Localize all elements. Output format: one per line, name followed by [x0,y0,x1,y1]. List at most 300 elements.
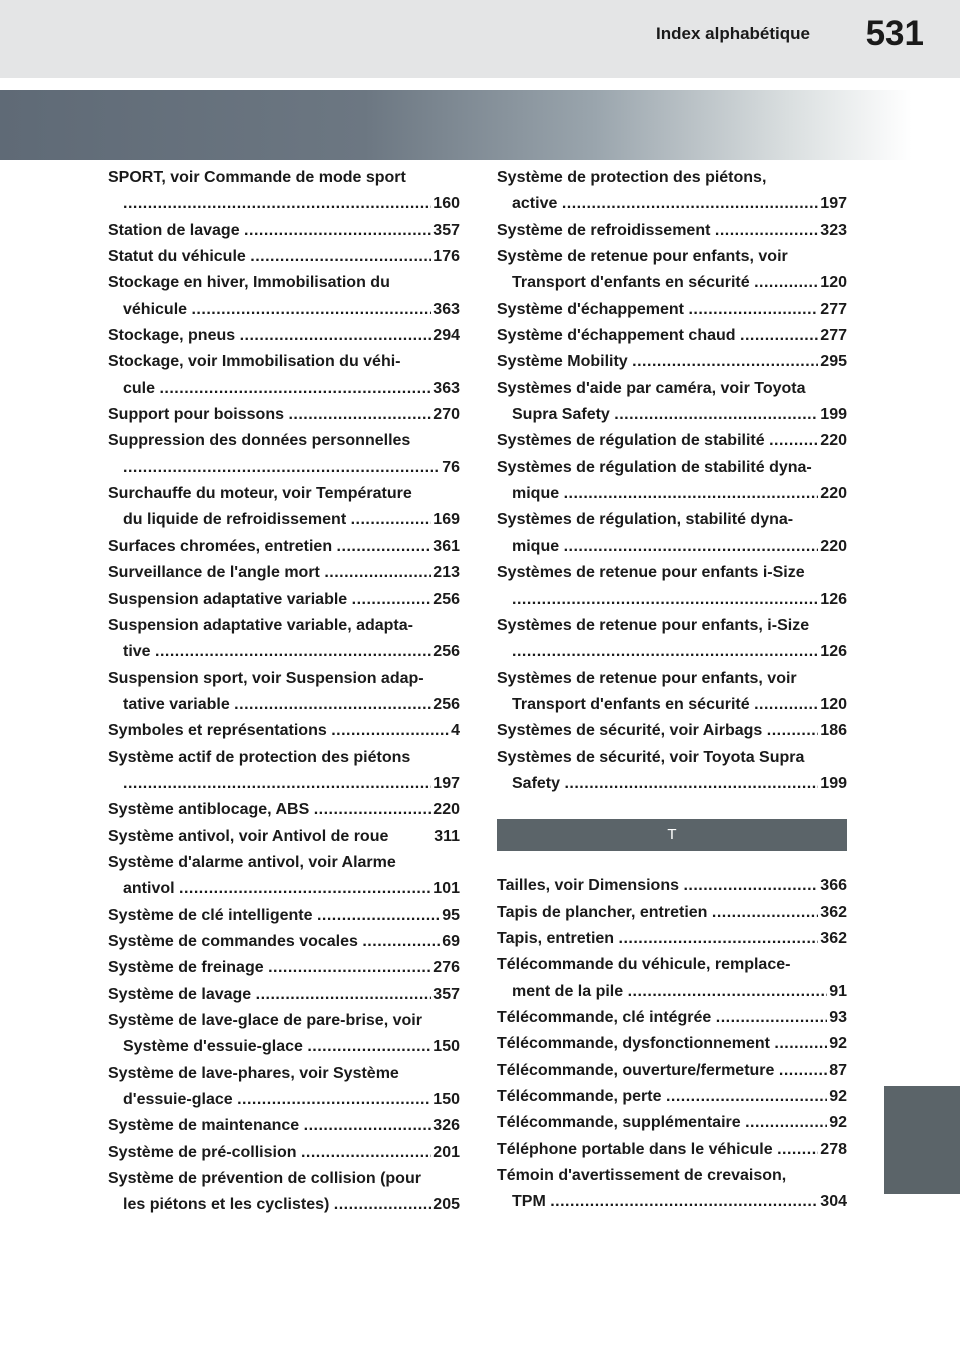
entry-text: Télécommande, ouverture/fermeture [497,1061,779,1079]
entry-term [108,1140,460,1166]
entry-text: Système antiblocage, ABS [108,801,314,819]
entry-term-continued [497,979,847,1005]
dot-leader [155,639,431,665]
index-entry [108,560,460,586]
entry-term [497,1058,847,1084]
index-entry [497,560,847,613]
index-entry [497,1031,847,1057]
entry-page-number: 278 [820,1140,847,1158]
entry-term-continued [497,191,847,217]
entry-term-continued [108,1034,460,1060]
dot-leader [512,587,818,613]
entry-text: Systèmes de sécurité, voir Toyota Supra [497,748,805,766]
dot-leader [777,1137,818,1163]
entry-term [497,718,847,744]
dot-leader [562,191,818,217]
entry-term [497,376,847,402]
entry-text: du liquide de refroidissement [123,511,351,529]
index-entry [108,323,460,349]
chapter-side-tab [884,1086,960,1194]
entry-page-number: 126 [820,590,847,608]
entry-text: véhicule [123,300,192,318]
entry-text: Systèmes de retenue pour enfants, voir [497,669,797,687]
entry-page-number: 4 [451,722,460,740]
entry-term [108,955,460,981]
entry-text: mique [512,485,564,503]
entry-text: Système de pré-collision [108,1143,301,1161]
entry-text: Système de clé intelligente [108,906,317,924]
section-title: Index alphabétique [656,24,810,43]
entry-text: Suspension sport, voir Suspension adap- [108,669,424,687]
entry-text: Système d'essuie-glace [123,1038,308,1056]
entry-text: Télécommande du véhicule, remplace- [497,956,791,974]
entry-text: tive [123,643,156,661]
entry-page-number: 362 [820,903,847,921]
entry-term [497,1005,847,1031]
entry-text: Systèmes de régulation de stabilité dyna- [497,458,812,476]
entry-page-line [108,455,460,481]
dot-leader [250,244,431,270]
entry-page-number: 362 [820,929,847,947]
entry-text: Système de prévention de collision (pour [108,1170,421,1188]
entry-text: Télécommande, clé intégrée [497,1008,716,1026]
dot-leader [715,218,818,244]
index-entry [497,613,847,666]
dot-leader [550,1189,818,1215]
entry-term-continued [497,402,847,428]
entry-page-number: 363 [433,379,460,397]
index-entry [108,718,460,744]
index-entry [108,349,460,402]
entry-text: Stockage en hiver, Immobilisation du [108,274,390,292]
entry-text: SPORT, voir Commande de mode sport [108,169,406,186]
index-entry [108,982,460,1008]
entry-page-number: 277 [820,327,847,345]
dot-leader [337,534,432,560]
entry-page-number: 199 [820,406,847,424]
index-entry [108,1008,460,1061]
entry-text: Suspension adaptative variable, adapta- [108,616,413,634]
entry-text: Transport d'enfants en sécurité [512,695,755,713]
index-entry [497,926,847,952]
dot-leader [683,873,818,899]
entry-term [108,1166,460,1192]
entry-term [497,926,847,952]
entry-term [108,534,460,560]
header-bar [0,0,960,78]
index-entry [108,824,460,850]
entry-page-number: 160 [433,195,460,213]
entry-term [497,165,847,191]
index-entry [108,402,460,428]
entry-term-continued [497,534,847,560]
index-entry [108,1140,460,1166]
entry-text: Systèmes d'aide par caméra, voir Toyota [497,379,806,397]
dot-leader [619,926,819,952]
index-entry [497,1110,847,1136]
entry-page-number: 311 [434,827,460,845]
entry-text: tative variable [123,695,235,713]
entry-page-number: 213 [433,564,460,582]
entry-page-number: 197 [433,774,460,792]
entry-term [497,455,847,481]
dot-leader [632,349,818,375]
entry-page-number: 276 [433,959,460,977]
entry-page-line [108,191,460,217]
dot-leader [393,824,432,850]
entry-text: Système de lave-phares, voir Système [108,1064,399,1082]
entry-text: d'essuie-glace [123,1091,238,1109]
index-entry [497,1058,847,1084]
entry-text: Systèmes de retenue pour enfants i-Size [497,564,805,582]
index-column-left [108,165,460,1219]
dot-leader [769,428,818,454]
entry-term [108,797,460,823]
dot-leader [754,692,818,718]
entry-page-number: 201 [433,1143,460,1161]
entry-term [108,718,460,744]
index-entry [108,903,460,929]
index-entry [108,1061,460,1114]
dot-leader [234,692,431,718]
entry-term [497,349,847,375]
entry-text: Système de commandes vocales [108,932,363,950]
entry-term [497,507,847,533]
index-entry [497,718,847,744]
entry-term [108,666,460,692]
entry-text: Témoin d'avertissement de crevaison, [497,1167,787,1185]
dot-leader [304,1113,432,1139]
index-entry [497,165,847,218]
dot-leader [688,297,818,323]
entry-text: TPM [512,1193,551,1211]
dot-leader [237,1087,431,1113]
dot-leader [740,323,818,349]
entry-text: Support pour boissons [108,406,289,424]
entry-term-continued [497,481,847,507]
index-entry [108,1113,460,1139]
entry-text: Supra Safety [512,406,615,424]
entry-page-number: 326 [433,1117,460,1135]
entry-text: Systèmes de régulation de stabilité [497,432,770,450]
dot-leader [317,903,440,929]
index-entry [108,955,460,981]
index-column-right [497,165,847,1216]
entry-text: Système de lavage [108,985,256,1003]
entry-term-continued [108,507,460,533]
entry-term-continued [497,771,847,797]
entry-term [108,323,460,349]
entry-term-continued [108,1087,460,1113]
entry-term [497,1031,847,1057]
entry-term [108,1113,460,1139]
index-entry [497,455,847,508]
index-entry [497,349,847,375]
dot-leader [244,218,431,244]
entry-page-number: 277 [820,300,847,318]
dot-leader [779,1058,827,1084]
entry-page-number: 220 [820,537,847,555]
dot-leader [301,1140,431,1166]
entry-term [497,1163,847,1189]
dot-leader [614,402,818,428]
entry-term [108,402,460,428]
index-entry [108,929,460,955]
index-entry [497,323,847,349]
entry-text: Tapis de plancher, entretien [497,903,712,921]
dot-leader [288,402,431,428]
entry-text: Système de maintenance [108,1117,304,1135]
index-entry [108,428,460,481]
index-entry [497,428,847,454]
entry-term [497,952,847,978]
dot-leader [774,1031,827,1057]
entry-text: les piétons et les cyclistes) [123,1196,334,1214]
dot-leader [564,481,819,507]
entry-page-number: 186 [820,722,847,740]
entry-term-continued [497,270,847,296]
dot-leader [179,876,431,902]
entry-term [497,1137,847,1163]
entry-page-number: 357 [433,221,460,239]
dot-leader [767,718,819,744]
entry-text: Surveillance de l'angle mort [108,564,325,582]
dot-leader [191,297,431,323]
entry-page-number: 256 [433,590,460,608]
index-entry [497,218,847,244]
entry-page-number: 366 [820,877,847,895]
entry-text: Système de lave-glace de pare-brise, voir [108,1012,422,1029]
entry-term [108,903,460,929]
index-entry [497,507,847,560]
dot-leader [512,639,818,665]
entry-term-continued [108,876,460,902]
index-entry [108,613,460,666]
entry-term [108,1061,460,1087]
entry-term [497,1110,847,1136]
entry-page-number: 220 [433,801,460,819]
entry-term [497,297,847,323]
entry-page-number: 92 [829,1088,847,1105]
dot-leader [268,955,431,981]
dot-leader [331,718,449,744]
entry-page-number: 361 [433,537,460,555]
entry-page-number: 95 [442,906,460,924]
index-entry [497,873,847,899]
entry-page-number: 87 [829,1061,847,1079]
entry-page-number: 256 [433,695,460,713]
entry-term [108,165,460,191]
entry-text: Télécommande, supplémentaire [497,1114,746,1132]
dot-leader [307,1034,431,1060]
index-entry [108,481,460,534]
dot-leader [351,507,432,533]
dot-leader [362,929,440,955]
dot-leader [628,979,828,1005]
entry-term [108,270,460,296]
entry-term [108,850,460,876]
entry-text: Tailles, voir Dimensions [497,877,684,895]
dot-leader [745,1110,827,1136]
entry-text: Station de lavage [108,221,245,239]
entry-term [497,323,847,349]
entry-text: Systèmes de retenue pour enfants, i-Size [497,616,810,634]
entry-term [108,1008,460,1034]
entry-term [108,218,460,244]
entry-term [108,481,460,507]
entry-page-number: 150 [433,1038,460,1056]
entry-term [108,349,460,375]
entry-term [497,218,847,244]
entry-text: Stockage, voir Immobilisation du véhi- [108,353,401,371]
entry-page-number: 92 [829,1114,847,1132]
index-entry [108,244,460,270]
index-entry [108,218,460,244]
entry-page-number: 92 [829,1035,847,1053]
page-number: 531 [865,14,924,53]
entry-text: antivol [123,880,180,898]
entry-text: Système antivol, voir Antivol de roue [108,827,393,845]
index-entry [497,297,847,323]
index-entry [497,376,847,429]
entry-page-number: 205 [433,1196,460,1214]
index-group-t [497,873,847,1215]
entry-page-number: 101 [433,880,460,898]
entry-term [108,982,460,1008]
entry-term [108,587,460,613]
entry-page-line [108,771,460,797]
dot-leader [352,587,432,613]
entry-text: Système de freinage [108,959,269,977]
entry-term-continued [497,1189,847,1215]
index-entry [497,666,847,719]
dot-leader [159,376,431,402]
entry-text: Système Mobility [497,353,633,371]
dot-leader [666,1084,827,1110]
entry-text: Système de protection des piétons, [497,169,767,186]
entry-term-continued [497,692,847,718]
entry-page-number: 357 [433,985,460,1003]
entry-text: ment de la pile [512,982,628,1000]
entry-text: active [512,195,562,213]
entry-term [497,1084,847,1110]
entry-page-number: 150 [433,1091,460,1109]
index-entry [497,1163,847,1216]
decorative-banner [0,90,960,160]
entry-term-continued [108,1192,460,1218]
entry-page-number: 363 [433,300,460,318]
entry-page-number: 323 [820,221,847,239]
entry-text: Surchauffe du moteur, voir Température [108,485,412,503]
entry-page-number: 120 [820,274,847,292]
entry-text: Système d'alarme antivol, voir Alarme [108,853,396,871]
entry-text: Statut du véhicule [108,248,251,266]
entry-text: Télécommande, dysfonctionnement [497,1035,775,1053]
entry-text: Stockage, pneus [108,327,240,345]
entry-text: Transport d'enfants en sécurité [512,274,755,292]
entry-term [497,428,847,454]
entry-term [497,244,847,270]
index-entry [108,666,460,719]
entry-page-number: 120 [820,695,847,713]
dot-leader [334,1192,432,1218]
index-entry [497,1137,847,1163]
index-entry [497,745,847,798]
index-entry [108,797,460,823]
dot-leader [754,270,818,296]
entry-term [497,666,847,692]
entry-term [108,824,460,850]
index-entry [497,1084,847,1110]
dot-leader [564,771,818,797]
entry-page-number: 220 [820,432,847,450]
index-entry [497,900,847,926]
entry-text: Télécommande, perte [497,1088,666,1105]
entry-term [497,873,847,899]
dot-leader [324,560,431,586]
index-entry [108,270,460,323]
entry-term [497,560,847,586]
index-entry [108,745,460,798]
entry-term [497,613,847,639]
entry-page-number: 93 [829,1008,847,1026]
entry-page-number: 304 [820,1193,847,1211]
dot-leader [564,534,819,560]
entry-text: Safety [512,774,565,792]
dot-leader [123,191,431,217]
entry-page-line [497,587,847,613]
entry-page-number: 256 [433,643,460,661]
entry-term [108,428,460,454]
entry-page-number: 126 [820,643,847,661]
entry-term [108,244,460,270]
entry-text: Téléphone portable dans le véhicule [497,1140,778,1158]
entry-term [108,613,460,639]
entry-text: Tapis, entretien [497,929,619,947]
entry-term-continued [108,639,460,665]
entry-term [497,745,847,771]
entry-term [497,900,847,926]
entry-text: cule [123,379,160,397]
entry-text: Système actif de protection des piétons [108,748,411,766]
entry-text: Systèmes de sécurité, voir Airbags [497,722,767,740]
entry-page-number: 270 [433,406,460,424]
letter-heading-t: T [497,819,847,851]
entry-term-continued [108,297,460,323]
entry-term [108,745,460,771]
entry-page-number: 220 [820,485,847,503]
entry-page-number: 176 [433,248,460,266]
entry-text: Surfaces chromées, entretien [108,537,337,555]
index-entry [108,534,460,560]
entry-term [108,929,460,955]
entry-text: Symboles et représentations [108,722,332,740]
entry-term-continued [108,376,460,402]
entry-page-number: 91 [829,982,847,1000]
entry-term [108,560,460,586]
dot-leader [716,1005,827,1031]
dot-leader [712,900,818,926]
entry-page-number: 76 [442,458,460,476]
dot-leader [256,982,432,1008]
entry-page-number: 169 [433,511,460,529]
entry-text: Systèmes de régulation, stabilité dyna- [497,511,794,529]
entry-text: mique [512,537,564,555]
entry-text: Système d'échappement [497,300,689,318]
index-entry [497,952,847,1005]
entry-page-number: 295 [820,353,847,371]
entry-page-number: 199 [820,774,847,792]
